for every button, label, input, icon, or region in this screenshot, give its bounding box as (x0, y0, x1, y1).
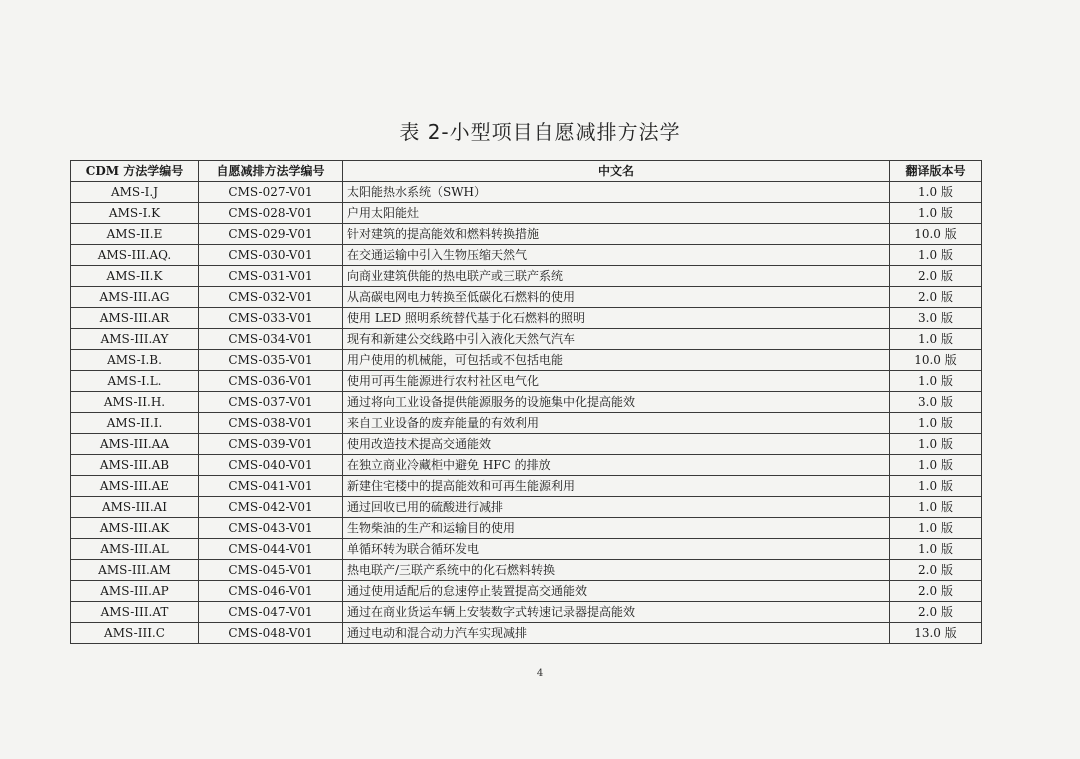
version-cell: 1.0 版 (890, 203, 982, 224)
cdm-code-cell: AMS-III.AI (71, 497, 199, 518)
cdm-code-cell: AMS-III.AG (71, 287, 199, 308)
ccer-code-cell: CMS-036-V01 (199, 371, 343, 392)
chinese-name-cell: 通过将向工业设备提供能源服务的设施集中化提高能效 (343, 392, 890, 413)
version-cell: 1.0 版 (890, 518, 982, 539)
ccer-code-cell: CMS-042-V01 (199, 497, 343, 518)
chinese-name-cell: 通过回收已用的硫酸进行减排 (343, 497, 890, 518)
chinese-name-cell: 通过使用适配后的怠速停止装置提高交通能效 (343, 581, 890, 602)
ccer-code-cell: CMS-047-V01 (199, 602, 343, 623)
cdm-code-cell: AMS-III.AQ. (71, 245, 199, 266)
table-row (71, 224, 982, 245)
table-row (71, 455, 982, 476)
page-number: 4 (536, 668, 544, 679)
header-row (71, 161, 982, 182)
table-row (71, 497, 982, 518)
version-cell: 1.0 版 (890, 434, 982, 455)
table-row (71, 371, 982, 392)
table-row (71, 245, 982, 266)
table-row (71, 203, 982, 224)
cdm-code-cell: AMS-III.AR (71, 308, 199, 329)
chinese-name-cell: 使用可再生能源进行农村社区电气化 (343, 371, 890, 392)
table-row (71, 539, 982, 560)
chinese-name-cell: 生物柴油的生产和运输目的使用 (343, 518, 890, 539)
ccer-code-cell: CMS-034-V01 (199, 329, 343, 350)
ccer-code-cell: CMS-045-V01 (199, 560, 343, 581)
cdm-code-cell: AMS-I.J (71, 182, 199, 203)
version-cell: 1.0 版 (890, 245, 982, 266)
chinese-name-cell: 使用改造技术提高交通能效 (343, 434, 890, 455)
version-cell: 2.0 版 (890, 581, 982, 602)
chinese-name-cell: 向商业建筑供能的热电联产或三联产系统 (343, 266, 890, 287)
cdm-code-cell: AMS-III.AY (71, 329, 199, 350)
ccer-code-cell: CMS-032-V01 (199, 287, 343, 308)
version-cell: 10.0 版 (890, 350, 982, 371)
ccer-code-cell: CMS-028-V01 (199, 203, 343, 224)
table-row (71, 287, 982, 308)
ccer-code-cell: CMS-030-V01 (199, 245, 343, 266)
header-ccer-code: 自愿减排方法学编号 (199, 161, 343, 182)
version-cell: 2.0 版 (890, 266, 982, 287)
methodology-table (70, 160, 982, 644)
ccer-code-cell: CMS-048-V01 (199, 623, 343, 644)
chinese-name-cell: 通过在商业货运车辆上安装数字式转速记录器提高能效 (343, 602, 890, 623)
ccer-code-cell: CMS-038-V01 (199, 413, 343, 434)
version-cell: 1.0 版 (890, 371, 982, 392)
table-row (71, 434, 982, 455)
version-cell: 1.0 版 (890, 329, 982, 350)
version-cell: 1.0 版 (890, 539, 982, 560)
chinese-name-cell: 从高碳电网电力转换至低碳化石燃料的使用 (343, 287, 890, 308)
version-cell: 1.0 版 (890, 182, 982, 203)
table-row (71, 581, 982, 602)
cdm-code-cell: AMS-II.E (71, 224, 199, 245)
version-cell: 3.0 版 (890, 308, 982, 329)
table-row (71, 518, 982, 539)
cdm-code-cell: AMS-II.K (71, 266, 199, 287)
table-row (71, 329, 982, 350)
cdm-code-cell: AMS-I.K (71, 203, 199, 224)
chinese-name-cell: 单循环转为联合循环发电 (343, 539, 890, 560)
ccer-code-cell: CMS-035-V01 (199, 350, 343, 371)
version-cell: 1.0 版 (890, 476, 982, 497)
ccer-code-cell: CMS-040-V01 (199, 455, 343, 476)
ccer-code-cell: CMS-033-V01 (199, 308, 343, 329)
table-row (71, 623, 982, 644)
cdm-code-cell: AMS-III.AB (71, 455, 199, 476)
chinese-name-cell: 通过电动和混合动力汽车实现减排 (343, 623, 890, 644)
cdm-code-cell: AMS-I.B. (71, 350, 199, 371)
chinese-name-cell: 使用 LED 照明系统替代基于化石燃料的照明 (343, 308, 890, 329)
ccer-code-cell: CMS-043-V01 (199, 518, 343, 539)
cdm-code-cell: AMS-III.AT (71, 602, 199, 623)
cdm-code-cell: AMS-I.L. (71, 371, 199, 392)
table-row (71, 308, 982, 329)
version-cell: 1.0 版 (890, 455, 982, 476)
cdm-code-cell: AMS-III.AL (71, 539, 199, 560)
version-cell: 1.0 版 (890, 497, 982, 518)
ccer-code-cell: CMS-031-V01 (199, 266, 343, 287)
chinese-name-cell: 太阳能热水系统（SWH） (343, 182, 890, 203)
table-row (71, 413, 982, 434)
cdm-code-cell: AMS-III.AE (71, 476, 199, 497)
version-cell: 13.0 版 (890, 623, 982, 644)
page-title: 表 2-小型项目自愿减排方法学 (399, 120, 681, 144)
chinese-name-cell: 来自工业设备的废弃能量的有效利用 (343, 413, 890, 434)
version-cell: 1.0 版 (890, 413, 982, 434)
chinese-name-cell: 现有和新建公交线路中引入液化天然气汽车 (343, 329, 890, 350)
ccer-code-cell: CMS-046-V01 (199, 581, 343, 602)
table-row (71, 392, 982, 413)
ccer-code-cell: CMS-039-V01 (199, 434, 343, 455)
ccer-code-cell: CMS-044-V01 (199, 539, 343, 560)
version-cell: 2.0 版 (890, 287, 982, 308)
header-chinese-name: 中文名 (343, 161, 890, 182)
chinese-name-cell: 热电联产/三联产系统中的化石燃料转换 (343, 560, 890, 581)
cdm-code-cell: AMS-III.AA (71, 434, 199, 455)
ccer-code-cell: CMS-027-V01 (199, 182, 343, 203)
version-cell: 10.0 版 (890, 224, 982, 245)
ccer-code-cell: CMS-037-V01 (199, 392, 343, 413)
chinese-name-cell: 在交通运输中引入生物压缩天然气 (343, 245, 890, 266)
version-cell: 2.0 版 (890, 602, 982, 623)
cdm-code-cell: AMS-II.I. (71, 413, 199, 434)
table-row (71, 476, 982, 497)
table-row (71, 560, 982, 581)
chinese-name-cell: 新建住宅楼中的提高能效和可再生能源利用 (343, 476, 890, 497)
cdm-code-cell: AMS-III.AM (71, 560, 199, 581)
table-row (71, 182, 982, 203)
chinese-name-cell: 用户使用的机械能，可包括或不包括电能 (343, 350, 890, 371)
chinese-name-cell: 户用太阳能灶 (343, 203, 890, 224)
table-row (71, 602, 982, 623)
table-row (71, 350, 982, 371)
version-cell: 3.0 版 (890, 392, 982, 413)
header-version: 翻译版本号 (890, 161, 982, 182)
cdm-code-cell: AMS-II.H. (71, 392, 199, 413)
chinese-name-cell: 在独立商业冷藏柜中避免 HFC 的排放 (343, 455, 890, 476)
cdm-code-cell: AMS-III.C (71, 623, 199, 644)
cdm-code-cell: AMS-III.AK (71, 518, 199, 539)
version-cell: 2.0 版 (890, 560, 982, 581)
table-row (71, 266, 982, 287)
table-header (71, 161, 982, 182)
header-cdm-code: CDM 方法学编号 (71, 161, 199, 182)
cdm-code-cell: AMS-III.AP (71, 581, 199, 602)
ccer-code-cell: CMS-029-V01 (199, 224, 343, 245)
ccer-code-cell: CMS-041-V01 (199, 476, 343, 497)
table-body (71, 182, 982, 644)
chinese-name-cell: 针对建筑的提高能效和燃料转换措施 (343, 224, 890, 245)
